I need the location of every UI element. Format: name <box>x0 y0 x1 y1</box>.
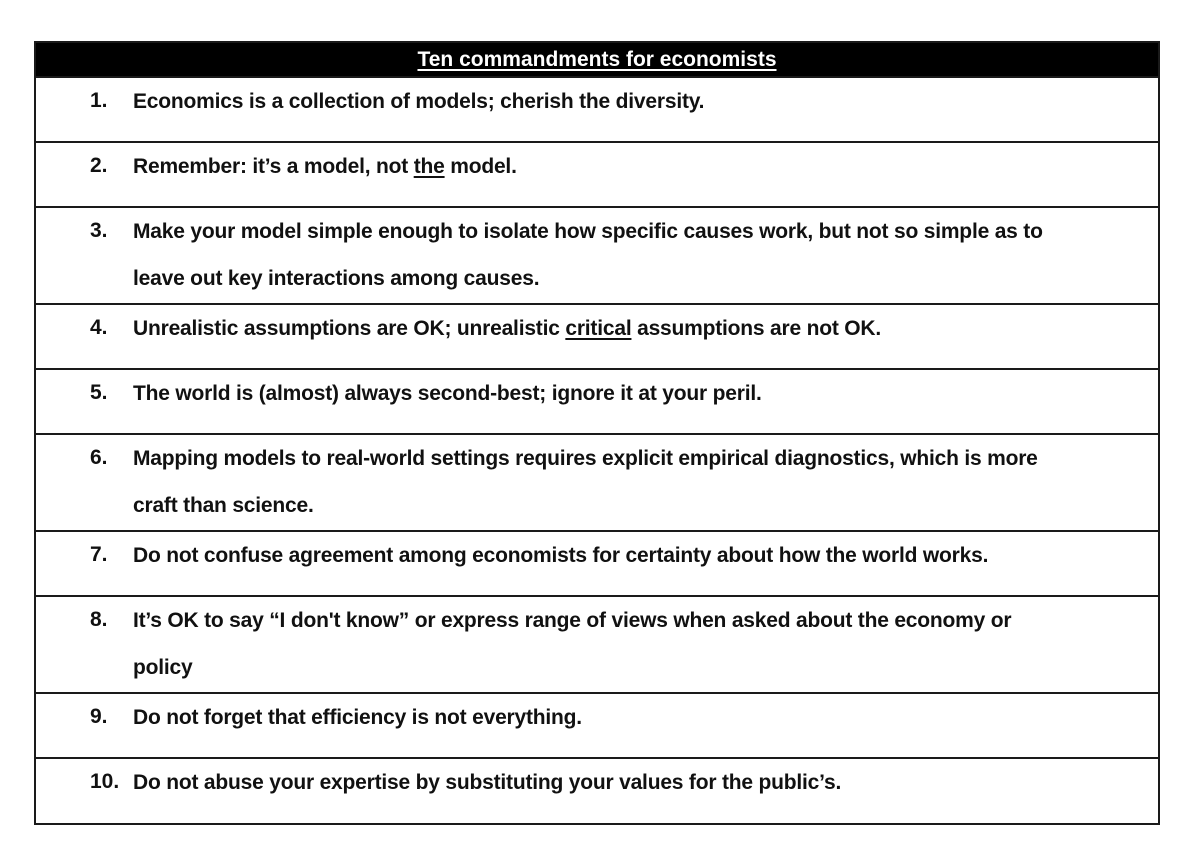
item-number: 3. <box>90 219 108 242</box>
item-text: Do not confuse agreement among economists for certainty about how the world works. <box>133 544 989 567</box>
commandments-table <box>34 41 1160 825</box>
item-text-line-2: policy <box>133 656 193 679</box>
commandment-row <box>36 433 1158 530</box>
item-text-emphasis: critical <box>565 317 632 340</box>
commandment-row <box>36 206 1158 303</box>
item-text: Do not forget that efficiency is not everything. <box>133 706 582 729</box>
item-text <box>133 305 1138 352</box>
item-text-line-2: leave out key interactions among causes. <box>133 267 540 290</box>
commandment-row <box>36 692 1158 757</box>
commandment-row <box>36 595 1158 692</box>
item-text <box>133 208 1138 302</box>
item-text-post: model. <box>444 155 517 178</box>
item-number: 4. <box>90 316 108 339</box>
item-number: 2. <box>90 154 108 177</box>
item-text-line-1: It’s OK to say “I don't know” or express range of views when asked about the economy or <box>133 609 1012 632</box>
item-number: 1. <box>90 89 108 112</box>
item-text-post: assumptions are not OK. <box>631 317 882 340</box>
item-number: 5. <box>90 381 108 404</box>
item-text-line-1: Make your model simple enough to isolate how specific causes work, but not so simple as to <box>133 220 1043 243</box>
table-title: Ten commandments for economists <box>417 47 777 71</box>
commandment-row <box>36 368 1158 433</box>
item-number: 7. <box>90 543 108 566</box>
commandment-row <box>36 141 1158 206</box>
item-text <box>133 143 1138 190</box>
commandment-row <box>36 303 1158 368</box>
item-text: Do not abuse your expertise by substituting your values for the public’s. <box>133 771 842 794</box>
item-text-emphasis: the <box>413 155 445 178</box>
item-text-line-1: Mapping models to real-world settings requires explicit empirical diagnostics, which is more <box>133 447 1038 470</box>
item-text-pre: Unrealistic assumptions are OK; unrealistic <box>133 317 566 340</box>
item-text-line-2: craft than science. <box>133 494 314 517</box>
item-number: 6. <box>90 446 108 469</box>
item-text <box>133 597 1138 691</box>
item-text: The world is (almost) always second-best; ignore it at your peril. <box>133 382 762 405</box>
item-number: 10. <box>90 770 120 793</box>
commandment-row <box>36 530 1158 595</box>
item-text: Economics is a collection of models; cherish the diversity. <box>133 90 705 113</box>
item-text <box>133 435 1138 529</box>
item-number: 9. <box>90 705 108 728</box>
item-number: 8. <box>90 608 108 631</box>
commandment-row <box>36 76 1158 141</box>
item-text-pre: Remember: it’s a model, not <box>133 155 414 178</box>
table-header <box>36 43 1158 76</box>
commandment-row <box>36 757 1158 823</box>
